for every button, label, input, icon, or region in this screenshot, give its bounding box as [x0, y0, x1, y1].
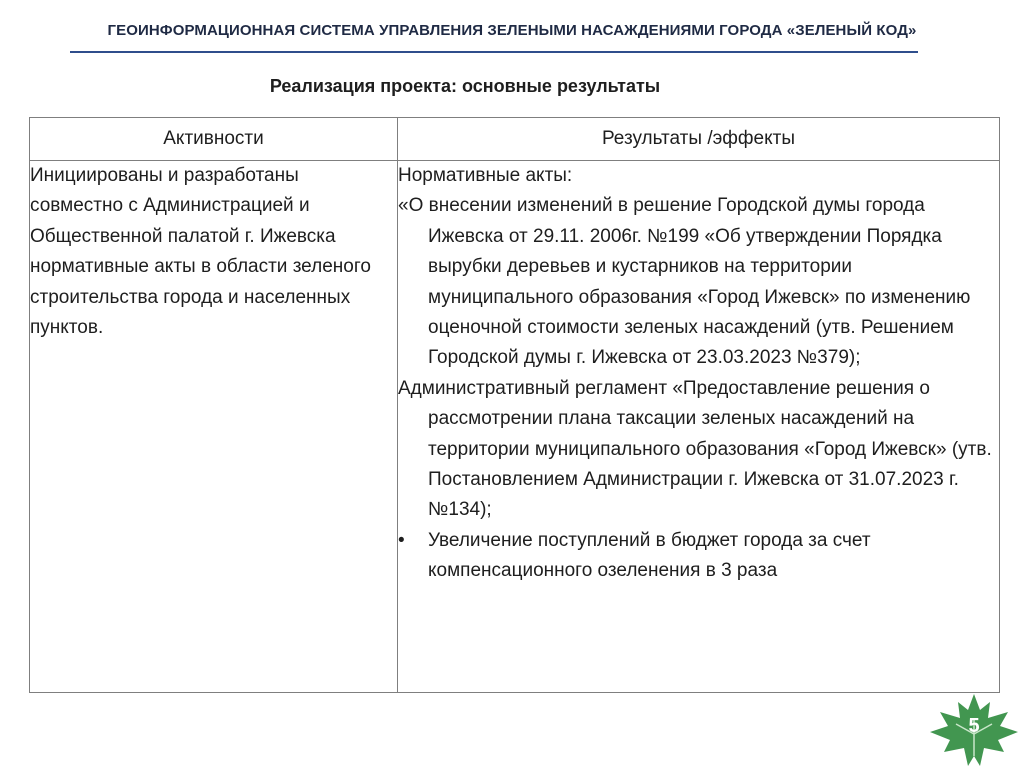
result-bullet-item	[398, 526, 999, 587]
slide-title: Реализация проекта: основные результаты	[269, 76, 661, 96]
bullet-icon: •	[398, 529, 405, 551]
slide-logo	[924, 690, 1024, 767]
result-item-regulation: Административный регламент «Предоставление решения о рассмотрении плана таксации зеленых насаждений на территории муниципального образования «Город Ижевск» (утв. Постановлением Администрации г. Ижевска от 31.07.2023 г. №134);	[398, 377, 992, 521]
page-number: 5	[968, 715, 980, 737]
header-divider	[70, 51, 918, 53]
maple-leaf-icon	[924, 690, 1024, 767]
results-cell	[398, 161, 1000, 693]
result-bullet-text: Увеличение поступлений в бюджет города за счет компенсационного озеленения в 3 раза	[428, 529, 871, 582]
column-header-results: Результаты /эффекты	[398, 118, 1000, 161]
header-title: ГЕОИНФОРМАЦИОННАЯ СИСТЕМА УПРАВЛЕНИЯ ЗЕЛЕНЫМИ НАСАЖДЕНИЯМИ ГОРОДА «ЗЕЛЕНЫЙ КОД»	[107, 22, 917, 39]
column-header-activities: Активности	[30, 118, 398, 161]
table-row	[30, 161, 1000, 693]
table-header-row	[30, 118, 1000, 161]
result-item-decision: «О внесении изменений в решение Городской думы города Ижевска от 29.11. 2006г. №199 «Об утверждении Порядка вырубки деревьев и кустарников на территории муниципального образования «Город Ижевск» по изменению оценочной стоимости зеленых насаждений (утв. Решением Городской думы г. Ижевска от 23.03.2023 №379);	[398, 195, 971, 369]
activities-text: Инициированы и разработаны совместно с Администрацией и Общественной палатой г. Ижевска нормативные акты в области зеленого строительства города и населенных пунктов.	[30, 165, 371, 339]
results-table	[29, 117, 1000, 693]
results-intro: Нормативные акты:	[398, 165, 573, 186]
activities-cell	[30, 161, 398, 693]
